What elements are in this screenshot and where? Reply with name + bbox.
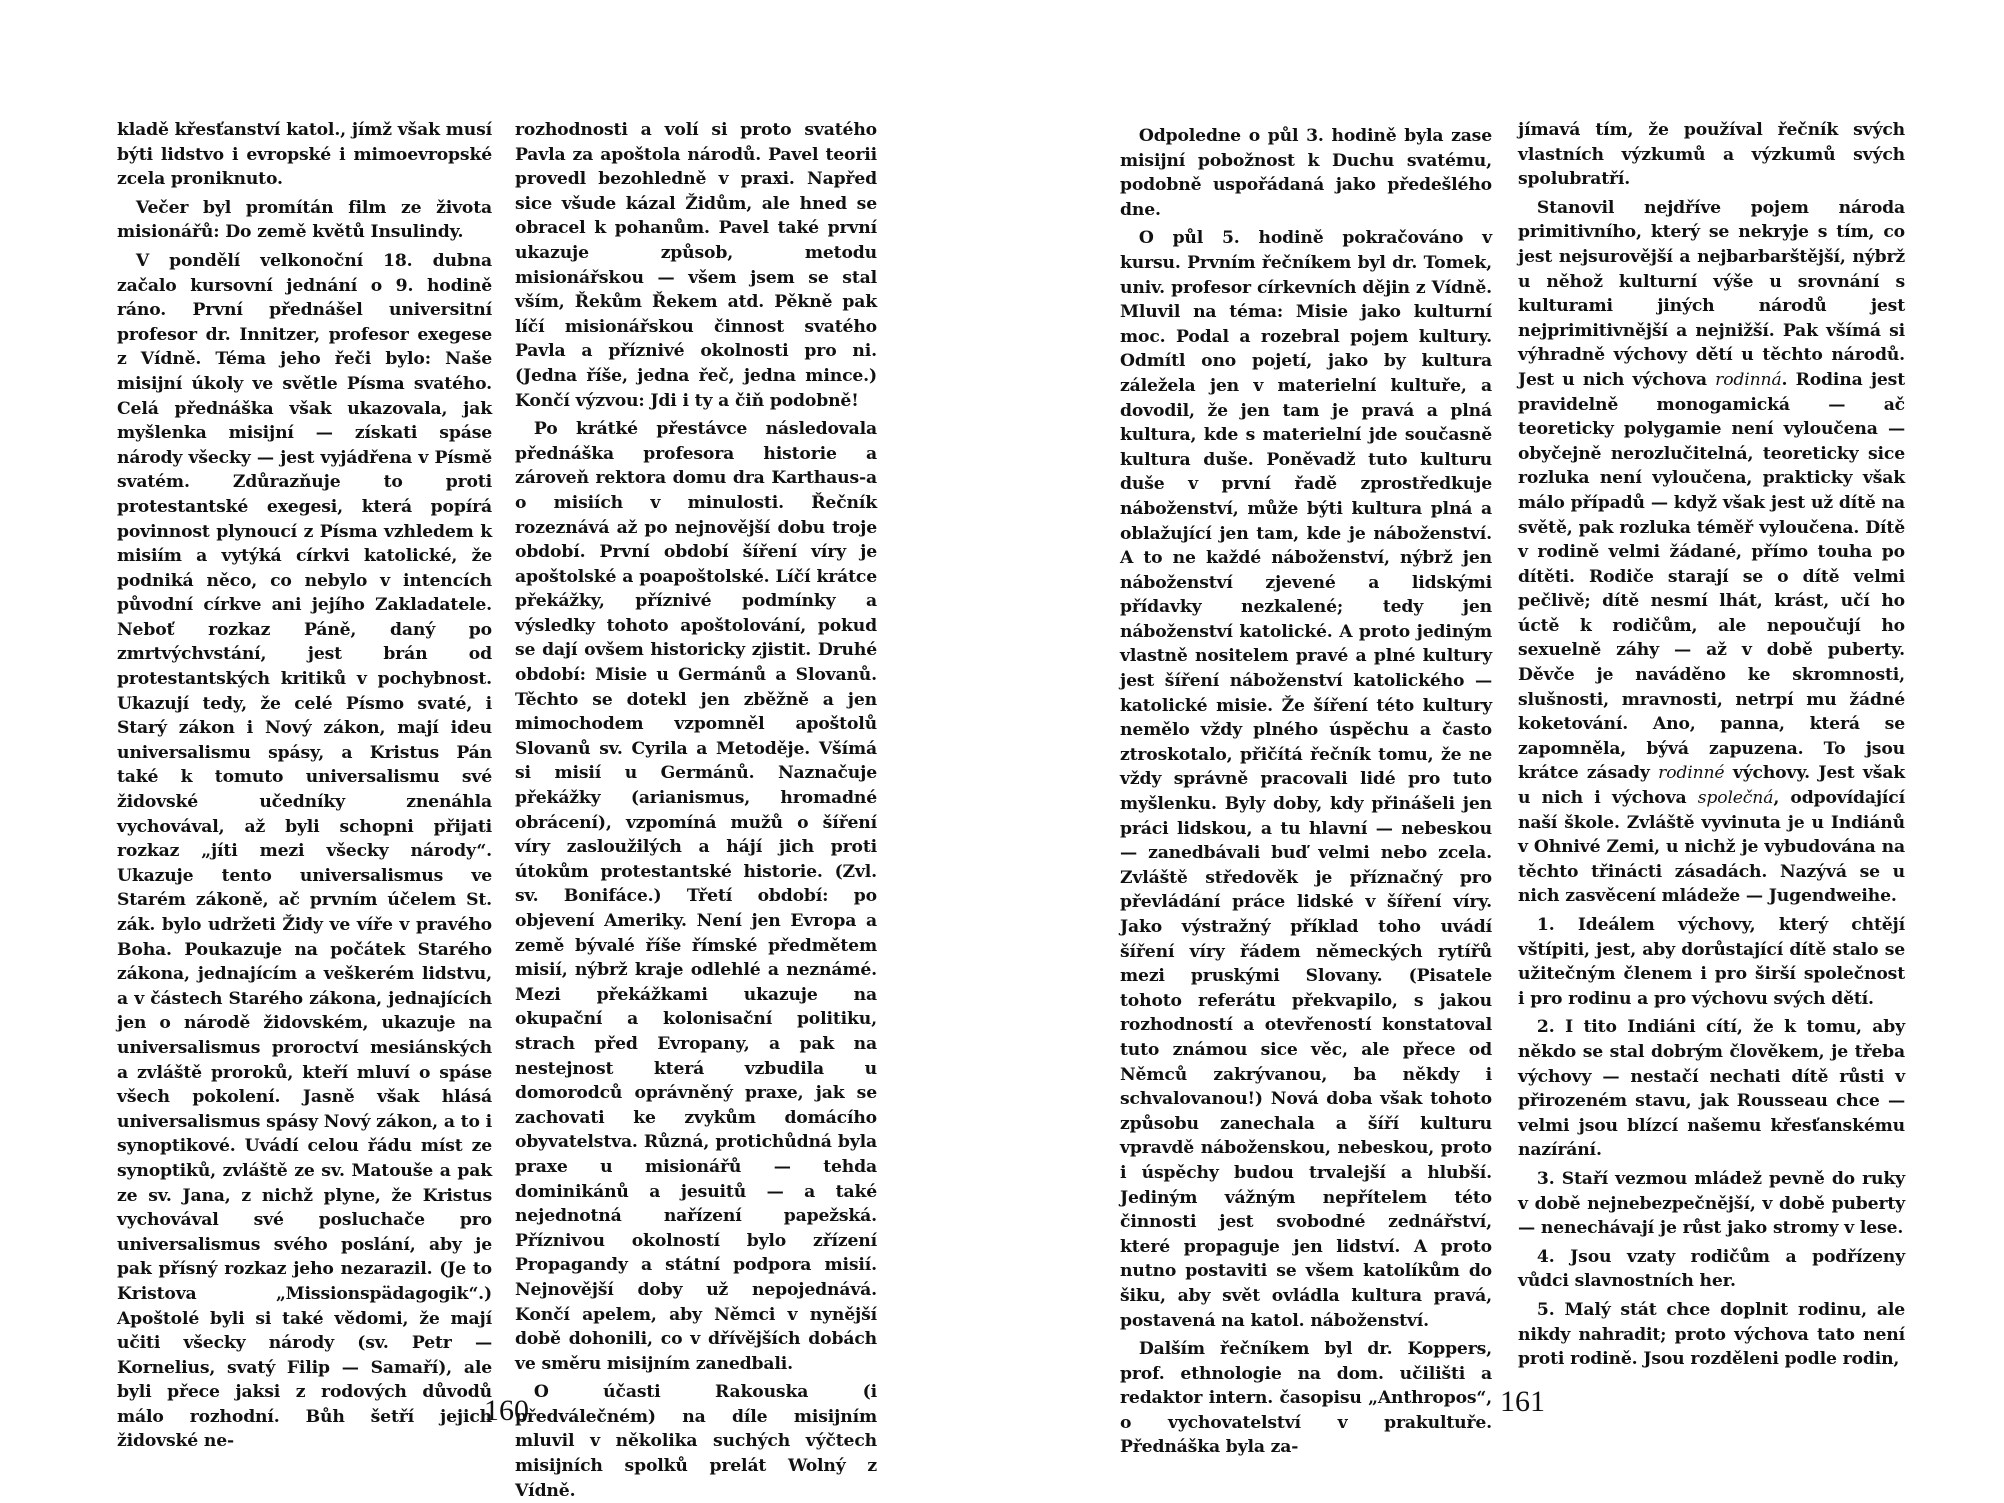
text-run: . Rodina jest pravidelně monogamická — ač teoreticky polygamie není vyloučena — obyčejně nerozlučitelná, teoreticky sice rozluka není vyloučena, prakticky však málo případů — když však jest už dítě na světě, pak rozluka téměř vyloučena. Dítě v rodině velmi žádané, přímo touha po dítěti. Rodiče starají se o dítě velmi pečlivě; dítě nesmí lhát, krást, učí ho úctě k rodičům, ale nepoučují ho sexuelně záhy — až v době puberty. Děvče je naváděno ke skromnosti, slušnosti, mravnosti, netrpí mu žádné koketování. Ano, panna, která se zapomněla, bývá zapuzena. To jsou krátce zásady [1518, 369, 1906, 784]
left-page-column-1 [117, 118, 492, 1454]
paragraph: O účasti Rakouska (i předválečném) na díle misijním mluvil v několika suchých výčtech misijních spolků prelát Wolný z Vídně. [515, 1382, 877, 1501]
paragraph: kladě křesťanství katol., jímž však musí býti lidstvo i evropské i mimoevropské zcela proniknuto. [117, 120, 492, 190]
right-page-column-2 [1518, 118, 1905, 1372]
emphasized-text: rodinná [1715, 369, 1782, 390]
text-run: 4. Jsou vzaty rodičům a podřízeny vůdci slavnostních her. [1518, 1246, 1905, 1292]
page-number-left: 160 [484, 1394, 529, 1427]
right-page-column-1 [1120, 124, 1492, 1460]
paragraph: Odpoledne o půl 3. hodině byla zase misijní pobožnost k Duchu svatému, podobně uspořádaná jako předešlého dne. [1120, 126, 1492, 220]
emphasized-text: společná [1697, 788, 1774, 809]
paragraph: O půl 5. hodině pokračováno v kursu. Prvním řečníkem byl dr. Tomek, univ. profesor církevních dějin z Vídně. Mluvil na téma: Misie jako kulturní moc. Podal a rozebral pojem kultury. Odmítl ono pojetí, jako by kultura záležela jen v materielní kultuře, a dovodil, že jen tam je pravá a plná kultura, kde s materielní jde současně kultura duše. Poněvadž tuto kulturu duše v první řadě zprostředkuje náboženství, může býti kultura plná a oblažující jen tam, kde je náboženství. A to ne každé náboženství, nýbrž jen náboženství zjevené a lidskými přídavky nezkalené; tedy jen náboženství katolické. A proto jediným vlastně nositelem pravé a plné kultury jest šíření náboženství katolického — katolické misie. Že šíření této kultury nemělo vždy plného úspěchu a často ztroskotalo, přičítá řečník tomu, že ne vždy správně pracovali lidé pro tuto myšlenku. Byly doby, kdy přinášeli jen práci lidskou, a tu hlavní — nebeskou — zanedbávali buď velmi nebo zcela. Zvláště středověk je příznačný pro převládání práce lidské v šíření víry. Jako výstražný příklad toho uvádí šíření víry řádem německých rytířů mezi pruskými Slovany. (Pisatele tohoto referátu překvapilo, s jakou rozhodností a otevřeností konstatoval tuto známou sice věc, ale přece od Němců zakrývanou, ba někdy i schvalovanou!) Nová doba však tohoto způsobu zanechala a šíří kulturu vpravdě náboženskou, nebeskou, proto i úspěchy budou trvalejší a hlubší. Jediným vážným nepřítelem této činnosti jest svobodné zednářství, které propaguje jen lidství. A proto nutno postaviti se všem katolíkům do šiku, aby svět ovládla kultura pravá, postavená na katol. náboženství. [1120, 228, 1492, 1331]
text-run: 3. Staří vezmou mládež pevně do ruky v době nejnebezpečnější, v době puberty — nenechávají je růst jako stromy v lese. [1518, 1168, 1905, 1239]
paragraph [1518, 118, 1905, 192]
left-page-column-2 [515, 118, 877, 1503]
text-run: 2. I tito Indiáni cítí, že k tomu, aby někdo se stal dobrým člověkem, je třeba výchovy — nestačí nechati dítě růsti v přirozeném stavu, jak Rousseau chce — velmi jsou blízcí našemu křesťanskému nazírání. [1518, 1017, 1905, 1161]
paragraph [1518, 1167, 1905, 1241]
text-run: jímavá tím, že používal řečník svých vlastních výzkumů a výzkumů svých spolubratří. [1518, 120, 1905, 190]
text-run: výchovy. Jest však u nich i výchova [1518, 763, 1905, 809]
paragraph [1518, 1015, 1905, 1163]
text-run: Stanovil nejdříve pojem národa primitivního, který se nekryje s tím, co jest nejsurovější a nejbarbarštější, nýbrž u něhož kulturní výše u srovnání s kulturami jiných národů jest nejprimitivnější a nejnižší. Pak všímá si výhradně výchovy dětí u těchto národů. Jest u nich výchova [1518, 197, 1905, 390]
paragraph [1518, 1245, 1905, 1294]
text-run: , odpovídající naší škole. Zvláště vyvinuta je u Indiánů v Ohnivé Zemi, u nichž je vybudována na těchto třinácti zásadách. Nazývá se u nich zasvěcení mládeže — Jugendweihe. [1518, 788, 1906, 907]
emphasized-text: rodinné [1658, 763, 1725, 784]
paragraph: rozhodnosti a volí si proto svatého Pavla za apoštola národů. Pavel teorii provedl bezohledně v praxi. Napřed sice všude kázal Židům, ale hned se obracel k pohanům. Pavel také první ukazuje způsob, metodu misionářskou — všem jsem se stal vším, Řekům Řekem atd. Pěkně pak líčí misionářskou činnost svatého Pavla a příznivé okolnosti pro ni. (Jedna říše, jedna řeč, jedna mince.) Končí výzvou: Jdi i ty a čiň podobně! [515, 120, 877, 411]
paragraph: Dalším řečníkem byl dr. Koppers, prof. ethnologie na dom. učilišti a redaktor intern. časopisu „Anthropos“, o vychovatelství v prakultuře. Přednáška byla za- [1120, 1339, 1492, 1458]
text-run: 1. Ideálem výchovy, který chtějí vštípiti, jest, aby dorůstající dítě stalo se užitečným členem i pro širší společnost i pro rodinu a pro výchovu svých dětí. [1518, 915, 1905, 1009]
page-number-right: 161 [1500, 1385, 1545, 1418]
paragraph [1518, 1298, 1905, 1372]
paragraph [1518, 913, 1905, 1011]
paragraph: Večer byl promítán film ze života misionářů: Do země květů Insulindy. [117, 197, 492, 243]
paragraph [1518, 196, 1905, 909]
paragraph: V pondělí velkonoční 18. dubna začalo kursovní jednání o 9. hodině ráno. První přednášel universitní profesor dr. Innitzer, profesor exegese z Vídně. Téma jeho řeči bylo: Naše misijní úkoly ve světle Písma svatého. Celá přednáška však ukazovala, jak myšlenka misijní — získati spáse národy všecky — jest vyjádřena v Písmě svatém. Zdůrazňuje to proti protestantské exegesi, která popírá povinnost plynoucí z Písma vzhledem k misiím a vytýká církvi katolické, že podniká něco, co nebylo v intencích původní církve ani jejího Zakladatele. Neboť rozkaz Páně, daný po zmrtvýchvstání, jest brán od protestantských kritiků v pochybnost. Ukazují tedy, že celé Písmo svaté, i Starý zákon i Nový zákon, mají ideu universalismu spásy, a Kristus Pán také k tomuto universalismu své židovské učedníky znenáhla vychovával, až byli schopni přijati rozkaz „jíti mezi všecky národy“. Ukazuje tento universalismus ve Starém zákoně, ač prvním účelem St. zák. bylo udržeti Židy ve víře v pravého Boha. Poukazuje na počátek Starého zákona, jednajícím a veškerém lidstvu, a v částech Starého zákona, jednajících jen o národě židovském, ukazuje na universalismus proroctví mesiánských a zvláště proroků, kteří mluví o spáse všech pokolení. Jasně však hlásá universalismus spásy Nový zákon, a to i synoptikové. Uvádí celou řádu míst ze synoptiků, zvláště ze sv. Matouše a pak ze sv. Jana, z nichž plyne, že Kristus vychovával své posluchače pro universalismus svého poslání, aby je pak přísný rozkaz jeho nezarazil. (Je to Kristova „Missionspädagogik“.) Apoštolé byli si také vědomi, že mají učiti všecky národy (sv. Petr — Kornelius, svatý Filip — Samaří), ale byli přece jaksi z rodových důvodů málo rozhodní. Bůh šetří jejich židovské ne- [117, 250, 492, 1452]
text-run: 5. Malý stát chce doplnit rodinu, ale nikdy nahradit; proto výchova tato není proti rodině. Jsou rozděleni podle rodin, [1518, 1299, 1905, 1370]
paragraph: Po krátké přestávce následovala přednáška profesora historie a zároveň rektora domu dra Karthaus-a o misiích v minulosti. Řečník rozeznává až po nejnovější dobu troje období. První období šíření víry je apoštolské a poapoštolské. Líčí krátce překážky, příznivé podmínky a výsledky tohoto apoštolování, pokud se dají ovšem historicky zjistit. Druhé období: Misie u Germánů a Slovanů. Těchto se dotekl jen zběžně a jen mimochodem vzpomněl apoštolů Slovanů sv. Cyrila a Metoděje. Všímá si misií u Germánů. Naznačuje překážky (arianismus, hromadné obrácení), vzpomíná mužů o šíření víry zasloužilých a hájí jich proti útokům protestantské historie. (Zvl. sv. Bonifáce.) Třetí období: po objevení Ameriky. Není jen Evropa a země bývalé říše římské předmětem misií, nýbrž kraje odlehlé a neznámé. Mezi překážkami ukazuje na okupační a kolonisační politiku, strach před Evropany, a pak na nestejnost která vzbudila u domorodců oprávněný praxe, jak se zachovati ke zvykům domácího obyvatelstva. Různá, protichůdná byla praxe u misionářů — tehda dominikánů a jesuitů — a také nejednotná nařízení papežská. Příznivou okolností bylo zřízení Propagandy a státní podpora misií. Nejnovější doby už nepojednává. Končí apelem, aby Němci v nynější době dohonili, co v dřívějších dobách ve směru misijním zanedbali. [515, 419, 877, 1374]
